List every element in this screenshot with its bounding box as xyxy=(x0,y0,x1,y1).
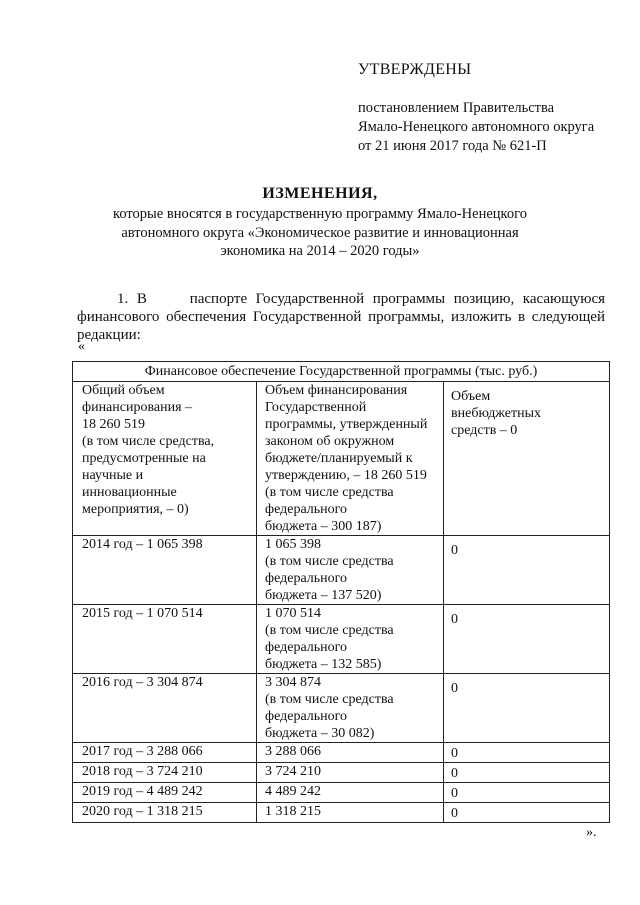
document-title: ИЗМЕНЕНИЯ, xyxy=(262,185,378,202)
amendment-paragraph xyxy=(77,290,605,344)
extrabudgetary-cell: 0 xyxy=(444,536,610,605)
header-program-financing: Объем финансирования Государственной программы, утвержденный законом об окружном бюджете/планируемый к утверждению, – 18 260 519 (в том числе средства федерального бюджета – 300 187) xyxy=(257,382,444,536)
extrabudgetary-cell: 0 xyxy=(444,605,610,674)
amount-cell: 1 318 215 xyxy=(257,803,444,823)
quote-close: ». xyxy=(586,825,597,840)
table-header-row xyxy=(73,382,610,536)
table-row xyxy=(73,536,610,605)
table-row xyxy=(73,763,610,783)
year-cell: 2020 год – 1 318 215 xyxy=(73,803,257,823)
table-row xyxy=(73,783,610,803)
year-cell: 2017 год – 3 288 066 xyxy=(73,743,257,763)
quote-open: « xyxy=(78,339,85,354)
financing-table xyxy=(72,361,610,823)
table-caption-row xyxy=(73,362,610,382)
approval-decree xyxy=(358,99,594,156)
amount-cell: 4 489 242 xyxy=(257,783,444,803)
extrabudgetary-cell: 0 xyxy=(444,674,610,743)
amount-cell: 1 065 398 (в том числе средства федерального бюджета – 137 520) xyxy=(257,536,444,605)
decree-line: Ямало-Ненецкого автономного округа xyxy=(358,119,595,135)
subtitle-line: которые вносятся в государственную программу Ямало-Ненецкого xyxy=(113,206,527,222)
year-cell: 2014 год – 1 065 398 xyxy=(73,536,257,605)
year-cell: 2019 год – 4 489 242 xyxy=(73,783,257,803)
extrabudgetary-cell: 0 xyxy=(444,743,610,763)
amount-cell: 3 304 874 (в том числе средства федерального бюджета – 30 082) xyxy=(257,674,444,743)
extrabudgetary-cell: 0 xyxy=(444,763,610,783)
year-cell: 2018 год – 3 724 210 xyxy=(73,763,257,783)
header-total-financing: Общий объем финансирования – 18 260 519 (в том числе средства, предусмотренные на научные и инновационные мероприятия, – 0) xyxy=(73,382,257,536)
amount-cell: 1 070 514 (в том числе средства федерального бюджета – 132 585) xyxy=(257,605,444,674)
decree-line: от 21 июня 2017 года № 621-П xyxy=(358,138,547,154)
table-row xyxy=(73,605,610,674)
document-subtitle xyxy=(110,205,530,261)
subtitle-line: экономика на 2014 – 2020 годы» xyxy=(220,243,420,259)
table-caption: Финансовое обеспечение Государственной программы (тыс. руб.) xyxy=(73,362,610,382)
table-row xyxy=(73,743,610,763)
year-cell: 2015 год – 1 070 514 xyxy=(73,605,257,674)
paragraph-number: 1. В xyxy=(117,291,147,307)
subtitle-line: автономного округа «Экономическое развитие и инновационная xyxy=(121,224,519,241)
table-row xyxy=(73,674,610,743)
paragraph-text: паспорте Государственной программы позицию, касающуюся финансового обеспечения Государственной программы, изложить в следующей редакции: xyxy=(77,291,606,343)
amount-cell: 3 288 066 xyxy=(257,743,444,763)
extrabudgetary-cell: 0 xyxy=(444,783,610,803)
header-extrabudgetary: Объем внебюджетных средств – 0 xyxy=(444,382,610,536)
extrabudgetary-cell: 0 xyxy=(444,803,610,823)
amount-cell: 3 724 210 xyxy=(257,763,444,783)
decree-line: постановлением Правительства xyxy=(358,100,555,116)
table-row xyxy=(73,803,610,823)
approval-heading: УТВЕРЖДЕНЫ xyxy=(358,61,472,78)
year-cell: 2016 год – 3 304 874 xyxy=(73,674,257,743)
